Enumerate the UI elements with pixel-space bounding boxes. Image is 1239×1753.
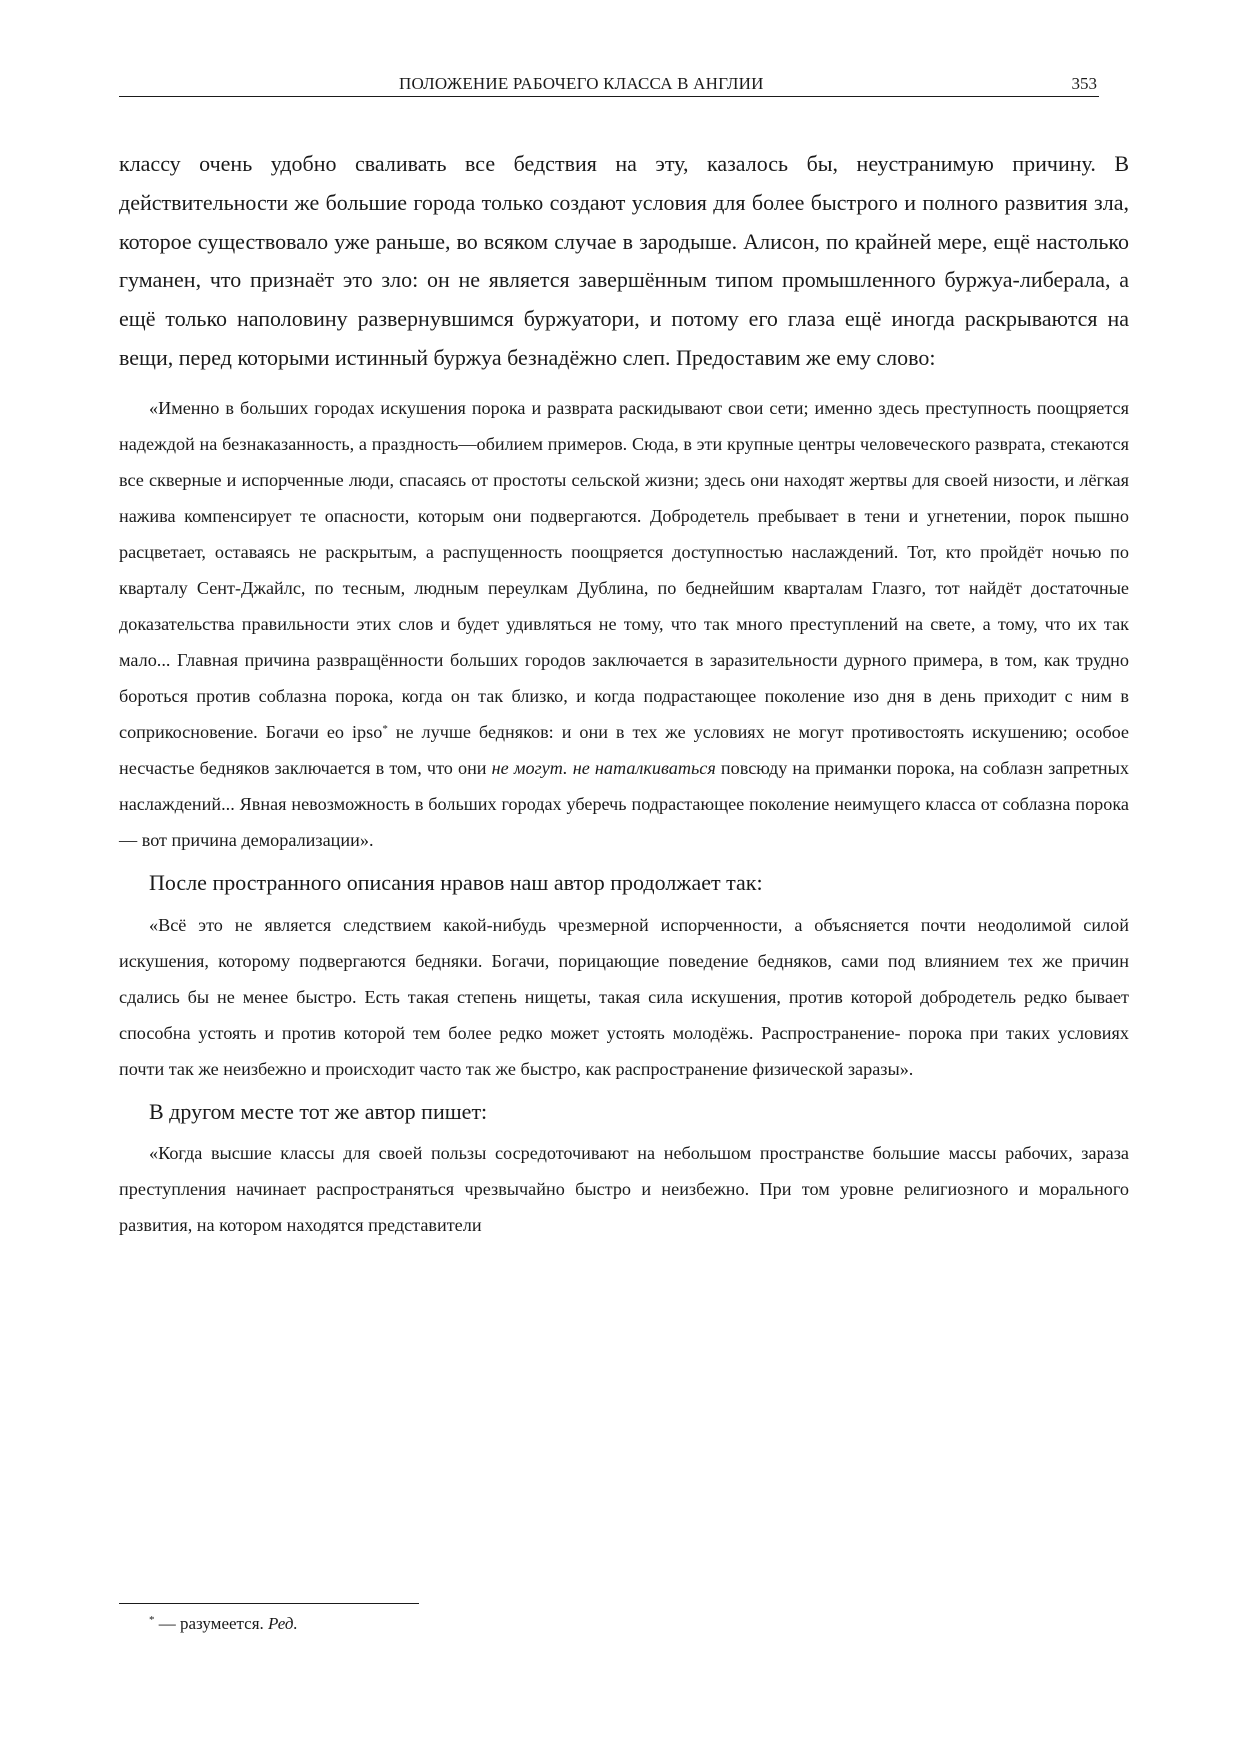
body-text (119, 145, 1129, 1243)
footnote-text: — разумеется. (154, 1614, 269, 1633)
quote-emphasis: не могут. не наталкиваться (491, 757, 716, 778)
footnote-reference: * (382, 722, 388, 735)
quote-text: повсюду на приманки порока, на соблазн запретных наслаждений... Явная невозможность в больших городах уберечь подрастающее поколение неимущего класса от соблазна порока — вот причина деморализации». (119, 757, 1129, 850)
quote-text: не лучше бедняков: и они в тех же условиях не могут противостоять искушению; особое несчастье бедняков заключается в том, что они (119, 721, 1129, 778)
running-header (119, 72, 1099, 97)
paragraph-continuation: классу очень удобно сваливать все бедствия на эту, казалось бы, неустранимую причину. В действительности же большие города только создают условия для более быстрого и полного развития зла, которое существовало уже раньше, во всяком случае в зародыше. Алисон, по крайней мере, ещё настолько гуманен, что признаёт это зло: он не является завершённым типом промышленного буржуа-либерала, а ещё только наполовину развернувшимся буржуатори, и потому его глаза ещё иногда раскрываются на вещи, перед которыми истинный буржуа безнадёжно слеп. Предоставим же ему слово: (119, 151, 1129, 370)
quote-text: «Именно в больших городах искушения порока и разврата раскидывают свои сети; именно здесь преступность поощряется надеждой на безнаказанность, а праздность—обилием примеров. Сюда, в эти крупные центры человеческого разврата, стекаются все скверные и испорченные люди, спасаясь от простоты сельской жизни; здесь они находят жертвы для своей низости, и лёгкая нажива компенсирует те опасности, которым они подвергаются. Добродетель пребывает в тени и угнетении, порок пышно расцветает, оставаясь не раскрытым, а распущенность поощряется доступностью наслаждений. Тот, кто пройдёт ночью по кварталу Сент-Джайлс, по тесным, людным переулкам Дублина, по беднейшим кварталам Глазго, тот найдёт достаточные доказательства правильности этих слов и будет удивляться не тому, что так много преступлений на свете, а тому, что их так мало... Главная причина развращённости больших городов заключается в заразительности дурного примера, в том, как трудно бороться против соблазна порока, когда он так близко, и когда подрастающее поколение изо дня в день приходит с ним в соприкосновение. Богачи ео ipso (119, 397, 1129, 742)
quote-alison-2: «Всё это не является следствием какой-нибудь чрезмерной испорченности, а объясняется почти неодолимой силой искушения, которому подвергаются бедняки. Богачи, порицающие поведение бедняков, сами под влиянием тех же причин сдались бы не менее быстро. Есть такая степень нищеты, такая сила искушения, против которой добродетель редко бывает способна устоять и против которой тем более редко может устоять молодёжь. Распространение- порока при таких условиях почти так же неизбежно и происходит часто так же быстро, как распространение физической заразы». (119, 914, 1129, 1079)
footnote-editor: Ред. (268, 1614, 298, 1633)
quote-alison-3: «Когда высшие классы для своей пользы сосредоточивают на небольшом пространстве большие массы рабочих, зараза преступления начинает распространяться чрезвычайно быстро и неизбежно. При том уровне религиозного и морального развития, на котором находятся представители (119, 1143, 1129, 1236)
footnote (149, 1612, 298, 1636)
lead-in-paragraph: В другом месте тот же автор пишет: (149, 1098, 488, 1124)
footnote-divider (119, 1603, 419, 1604)
footnote-mark: * (149, 1614, 155, 1626)
page-number: 353 (1071, 74, 1097, 93)
lead-in-paragraph: После пространного описания нравов наш автор продолжает так: (149, 869, 763, 895)
quote-alison-1 (119, 390, 1129, 858)
running-title: ПОЛОЖЕНИЕ РАБОЧЕГО КЛАССА В АНГЛИИ (399, 74, 764, 93)
